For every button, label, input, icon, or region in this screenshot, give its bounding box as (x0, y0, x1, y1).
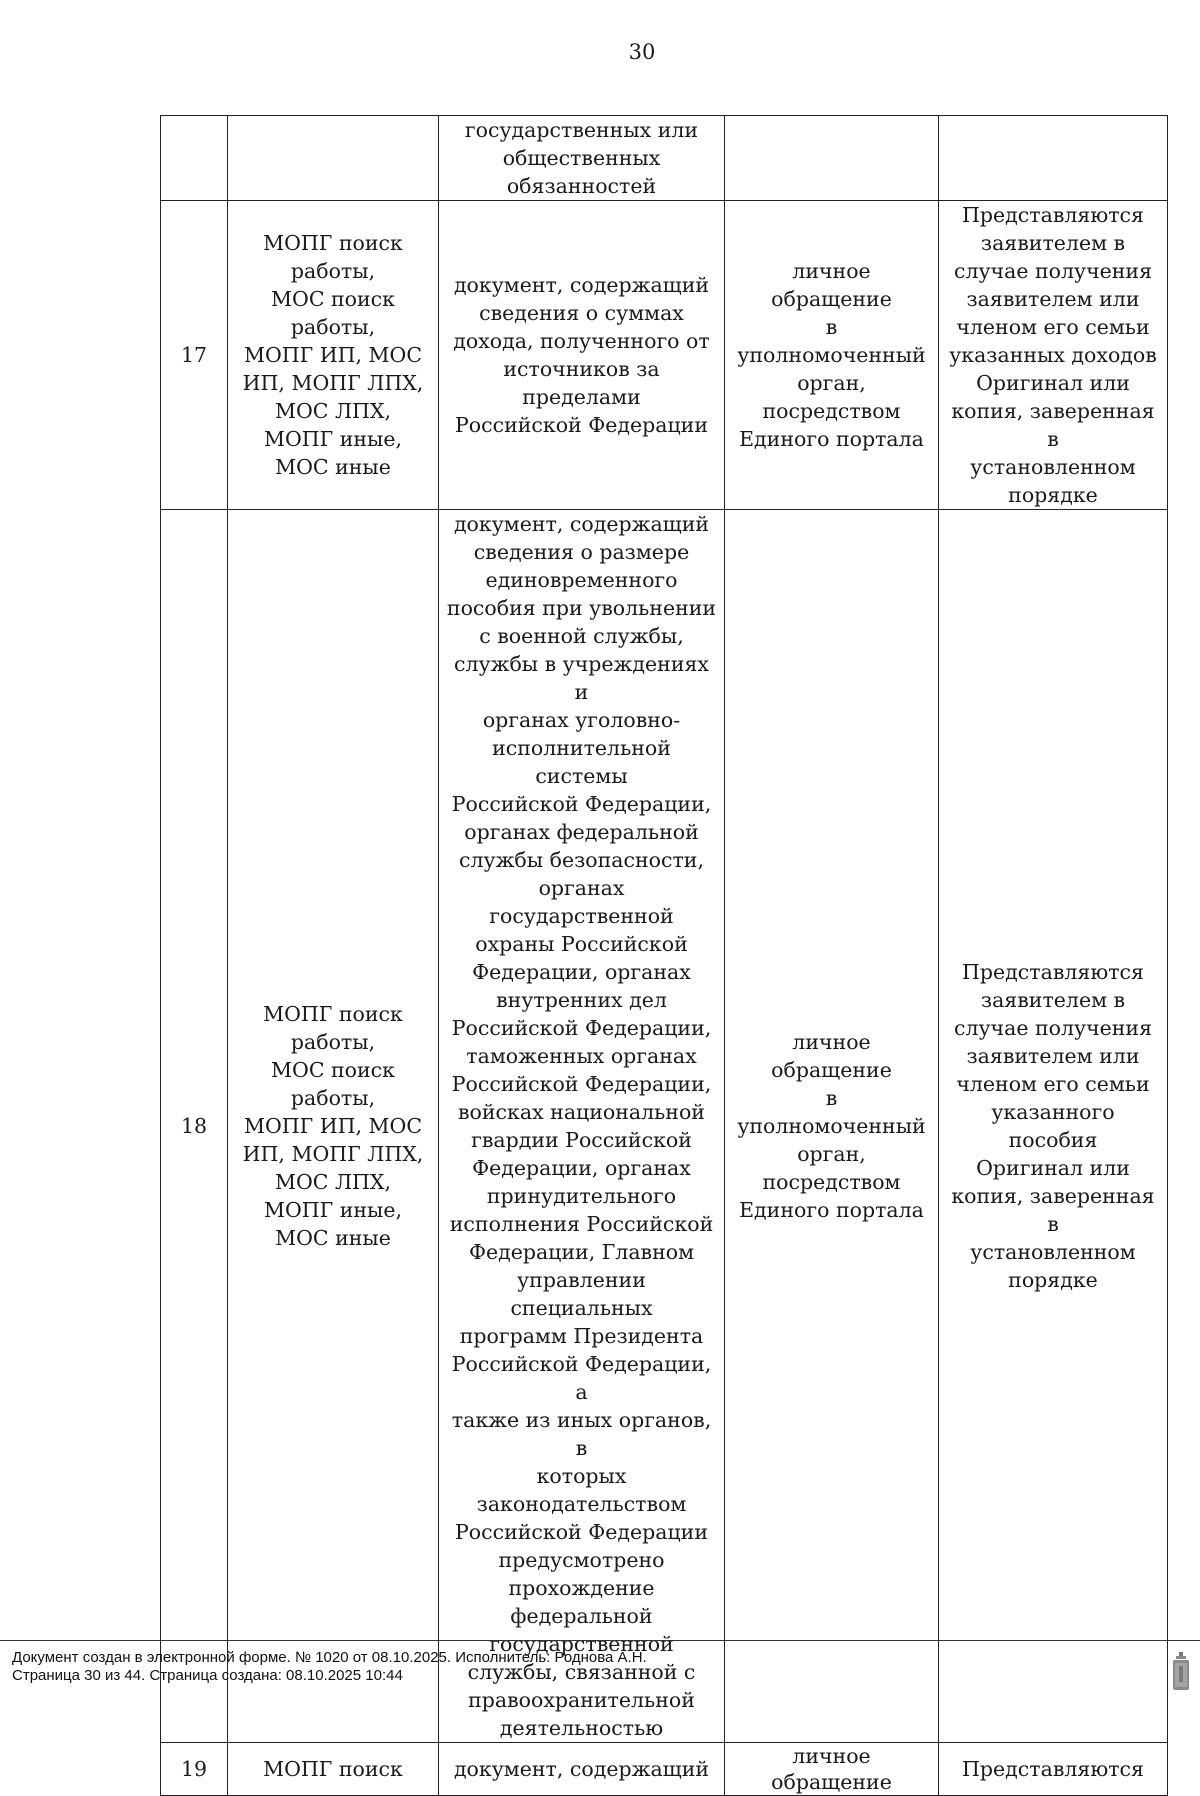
method-cell: личное обращение в уполномоченный орган, посредством Единого портала (725, 510, 939, 1743)
method-cell: личное обращение (725, 1743, 939, 1796)
note-cell: Представляются заявителем в случае получения заявителем или членом его семьи указанных доходов Оригинал или копия, заверенная в установленном порядке (939, 201, 1168, 510)
row-number-cell: 19 (161, 1743, 228, 1796)
coat-of-arms-icon (1170, 1651, 1192, 1693)
document-footer (0, 1640, 1200, 1699)
row-number-cell: 18 (161, 510, 228, 1743)
table-row (161, 201, 1168, 510)
note-cell (939, 116, 1168, 201)
category-cell: МОПГ поиск (228, 1743, 439, 1796)
method-cell: личное обращение в уполномоченный орган, посредством Единого портала (725, 201, 939, 510)
note-cell: Представляются заявителем в случае получения заявителем или членом его семьи указанного пособия Оригинал или копия, заверенная в установленном порядке (939, 510, 1168, 1743)
row-number-cell (161, 116, 228, 201)
row-number-cell: 17 (161, 201, 228, 510)
method-cell (725, 116, 939, 201)
document-cell: документ, содержащий сведения о размере единовременного пособия при увольнении с военной службы, службы в учреждениях и органах уголовно- исполнительной системы Российской Федерации, органах федеральной службы безопасности, органах государственной охраны Российской Федерации, органах внутренних дел Российской Федерации, таможенных органах Российской Федерации, войсках национальной гвардии Российской Федерации, органах принудительного исполнения Российской Федерации, Главном управлении специальных программ Президента Российской Федерации, а также из иных органов, в которых законодательством Российской Федерации предусмотрено прохождение федеральной государственной службы, связанной с правоохранительной деятельностью (439, 510, 725, 1743)
footer-line-page: Страница 30 из 44. Страница создана: 08.10.2025 10:44 (12, 1667, 403, 1684)
category-cell: МОПГ поиск работы, МОС поиск работы, МОПГ ИП, МОС ИП, МОПГ ЛПХ, МОС ЛПХ, МОПГ иные, МОС иные (228, 510, 439, 1743)
category-cell (228, 116, 439, 201)
footer-line-document: Документ создан в электронной форме. № 1020 от 08.10.2025. Исполнитель: Роднова А.Н. (12, 1649, 647, 1666)
page-number: 30 (628, 40, 656, 64)
note-cell: Представляются (939, 1743, 1168, 1796)
documents-table (160, 115, 1168, 1796)
document-cell: документ, содержащий сведения о суммах дохода, полученного от источников за пределами Российской Федерации (439, 201, 725, 510)
category-cell: МОПГ поиск работы, МОС поиск работы, МОПГ ИП, МОС ИП, МОПГ ЛПХ, МОС ЛПХ, МОПГ иные, МОС иные (228, 201, 439, 510)
table-row (161, 116, 1168, 201)
footer-text (12, 1649, 647, 1685)
table-row (161, 510, 1168, 1743)
document-cell: государственных или общественных обязанностей (439, 116, 725, 201)
document-cell: документ, содержащий (439, 1743, 725, 1796)
table-row (161, 1743, 1168, 1796)
